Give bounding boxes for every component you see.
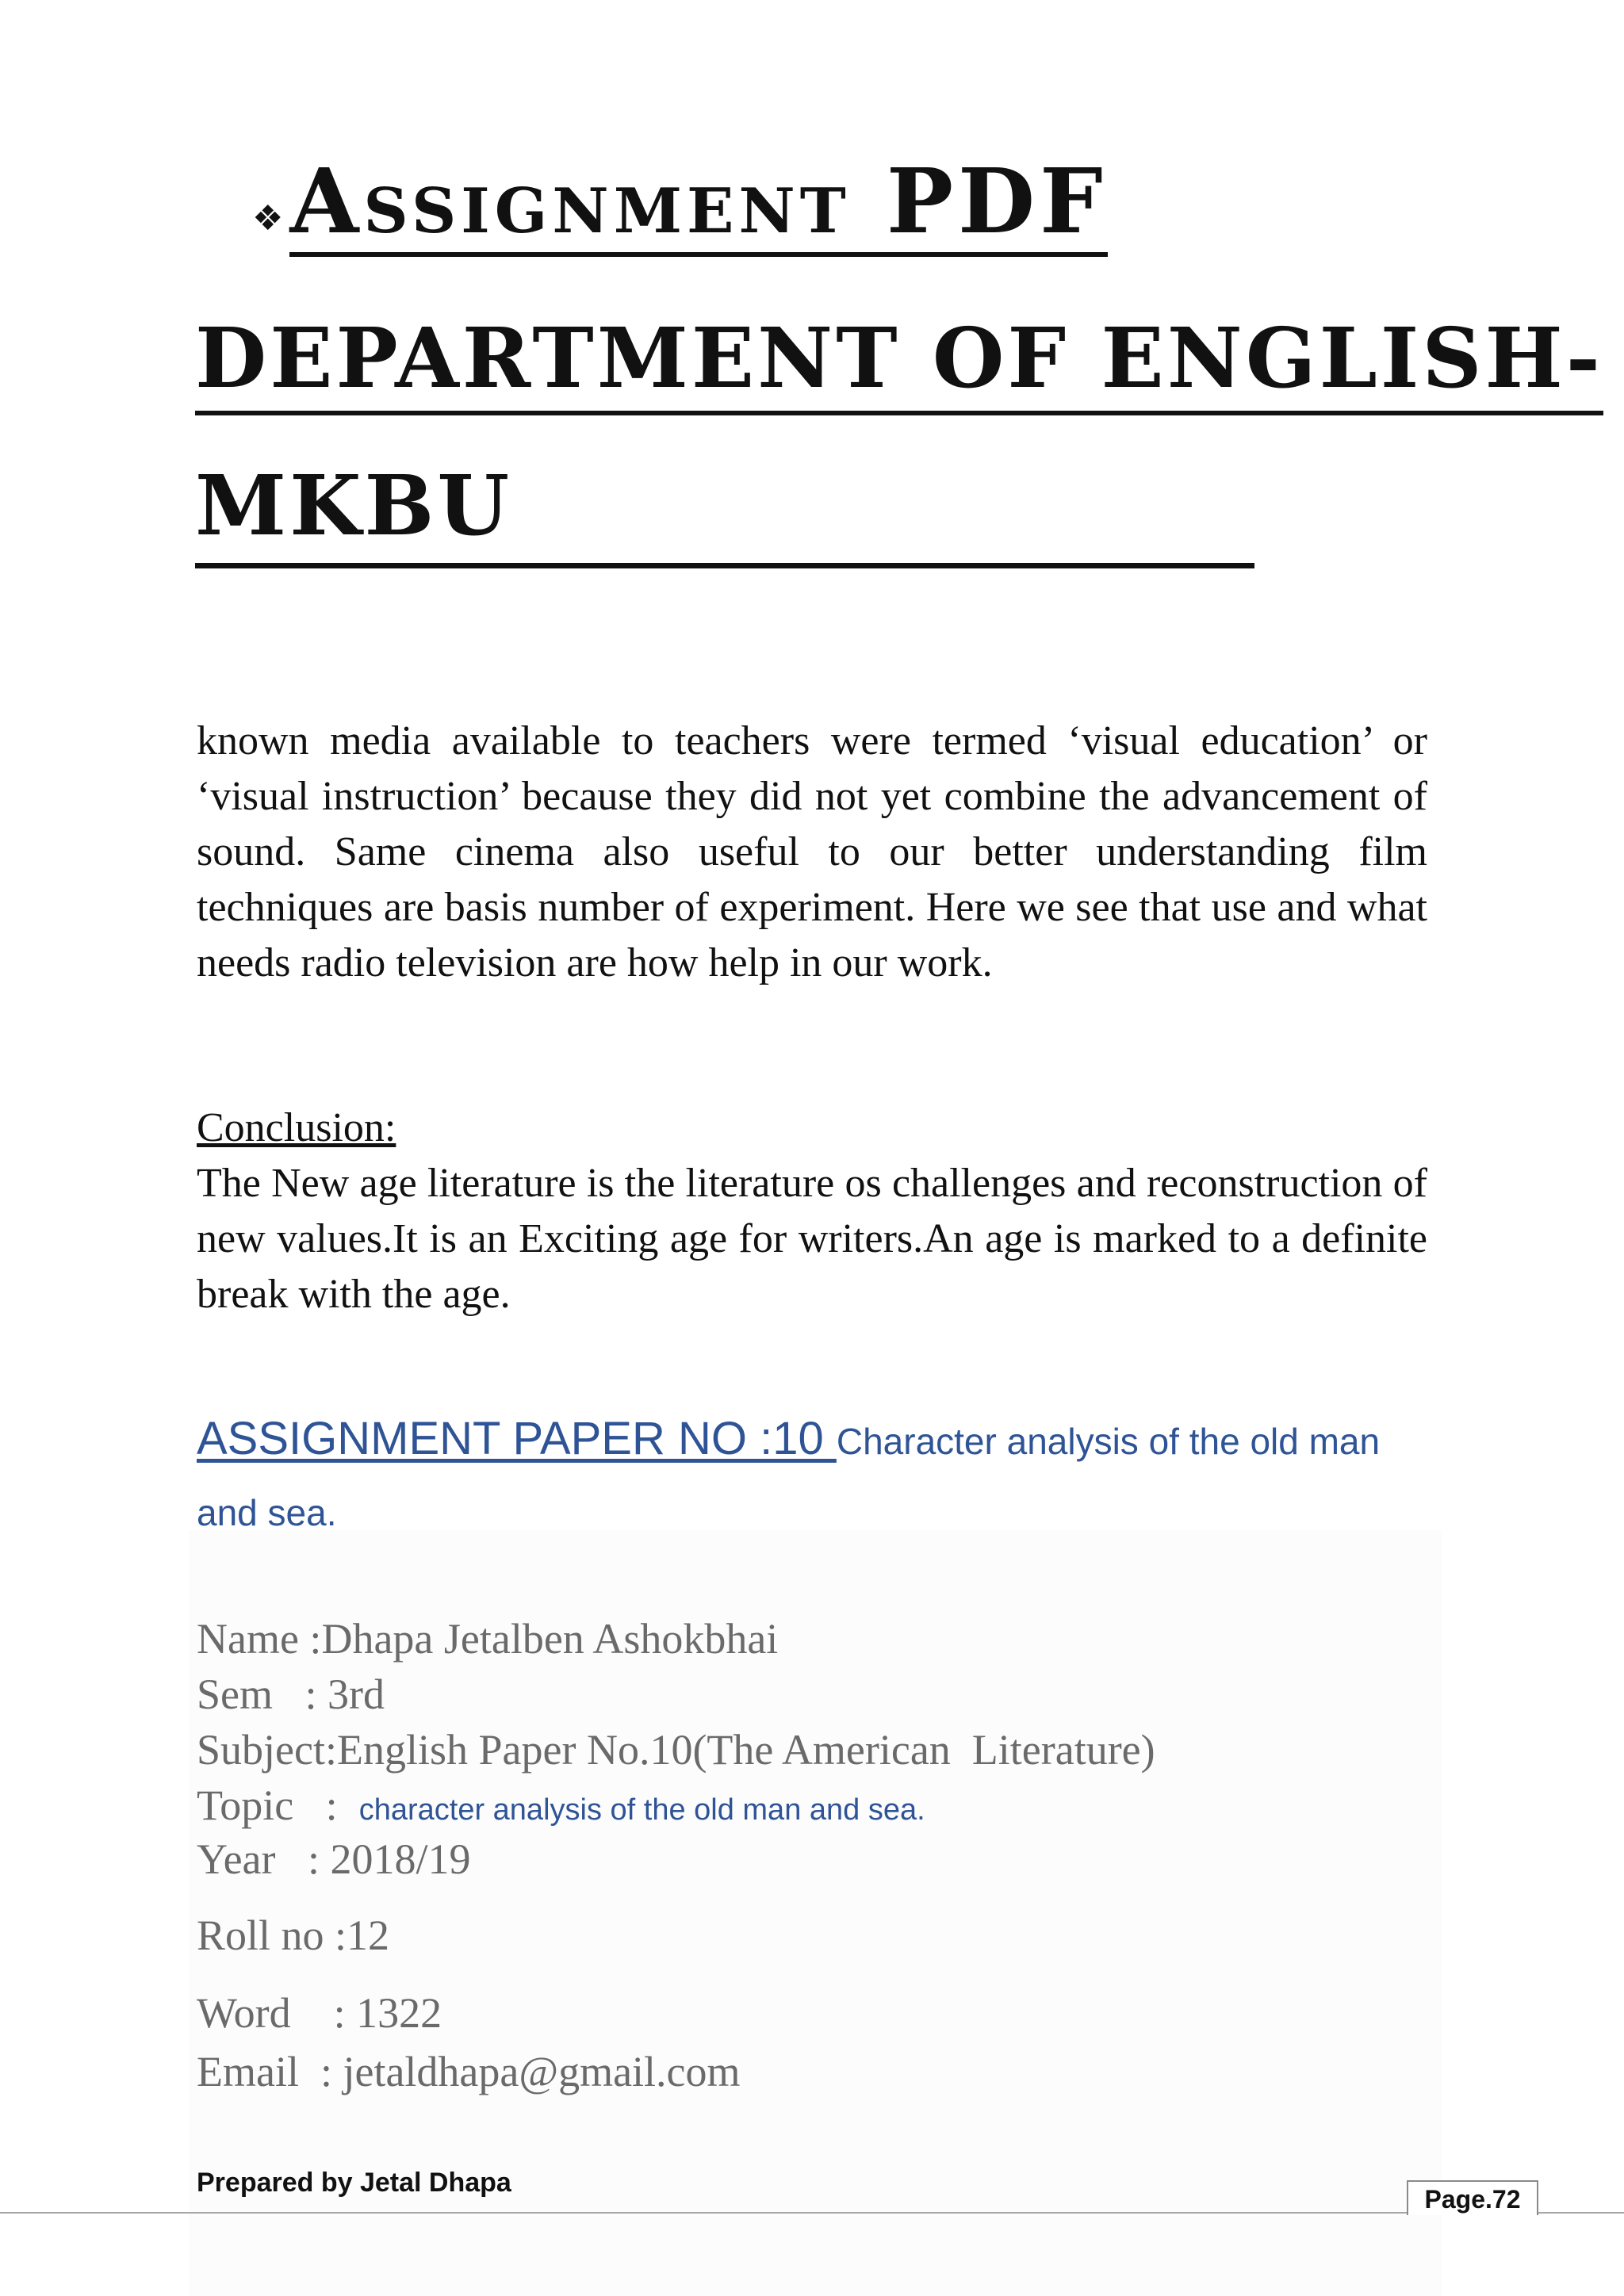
assignment-title: Assignment PDF xyxy=(289,155,1107,257)
assignment-paper-heading xyxy=(197,1408,1434,1553)
info-value-topic: character analysis of the old man and sea. xyxy=(358,1793,925,1827)
info-row-word xyxy=(197,1988,442,2038)
info-label-topic: Topic : xyxy=(197,1781,359,1829)
body-paragraph: known media available to teachers were termed ‘visual education’ or ‘visual instruction’ because they did not yet combine the advancement of sound. Same cinema also useful to our better understanding film techniques are basis number of experiment. Here we see that use and what needs radio television are how help in our work. xyxy=(197,718,1427,985)
info-label-subject: Subject: xyxy=(197,1726,337,1774)
info-label-word: Word : xyxy=(197,1989,357,2037)
info-label-sem: Sem : xyxy=(197,1670,328,1718)
info-row-roll xyxy=(197,1911,389,1960)
info-label-email: Email : xyxy=(197,2048,343,2095)
info-value-sem: 3rd xyxy=(327,1670,385,1718)
diamond-bullet-icon: ❖ xyxy=(252,197,284,239)
department-heading xyxy=(195,309,1603,568)
info-row-name xyxy=(197,1614,778,1663)
info-row-topic xyxy=(197,1781,925,1830)
conclusion-paragraph: The New age literature is the literature os challenges and reconstruction of new values.It is an Exciting age for writers.An age is marked to a definite break with the age. xyxy=(197,1161,1427,1317)
info-row-sem xyxy=(197,1670,385,1719)
assignment-title-row xyxy=(252,150,1108,257)
info-value-roll: 12 xyxy=(347,1911,390,1959)
info-row-subject xyxy=(197,1725,1155,1774)
page-number: Page.72 xyxy=(1407,2180,1538,2215)
info-label-name: Name : xyxy=(197,1615,322,1663)
info-row-year xyxy=(197,1835,471,1884)
conclusion-heading: Conclusion: xyxy=(197,1105,396,1150)
info-value-word: 1322 xyxy=(356,1989,442,2037)
info-label-roll: Roll no : xyxy=(197,1911,347,1959)
info-row-email xyxy=(197,2047,741,2096)
assignment-paper-number: ASSIGNMENT PAPER NO :10 xyxy=(197,1413,837,1464)
info-value-subject: English Paper No.10(The American Literature) xyxy=(336,1726,1155,1774)
department-heading-line1: DEPARTMENT OF ENGLISH- xyxy=(195,317,1603,415)
footer-divider xyxy=(0,2212,1624,2214)
info-value-name: Dhapa Jetalben Ashokbhai xyxy=(321,1615,779,1663)
info-label-year: Year : xyxy=(197,1835,331,1883)
assignment-paper-topic: Character analysis of the old man and sea. xyxy=(197,1421,1381,1533)
department-heading-line2: MKBU xyxy=(195,465,1254,568)
info-value-email: jetaldhapa@gmail.com xyxy=(343,2048,741,2095)
info-value-year: 2018/19 xyxy=(330,1835,471,1883)
footer-prepared-by: Prepared by Jetal Dhapa xyxy=(197,2168,511,2198)
